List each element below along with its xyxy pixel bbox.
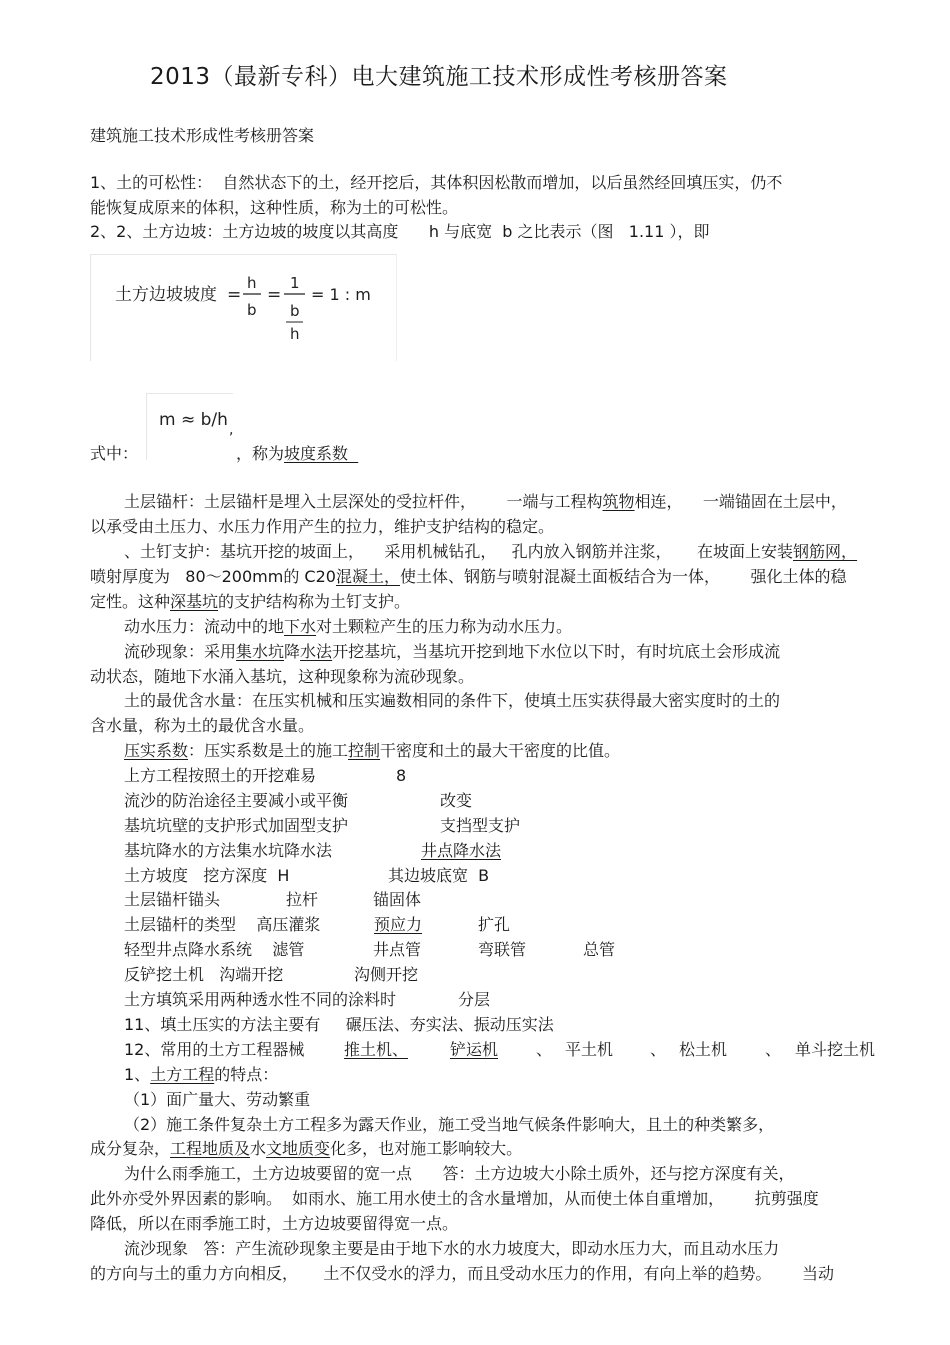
paragraph-line: 1、土的可松性： 自然状态下的土，经开挖后，其体积因松散而增加，以后虽然经回填压实，仍不 (90, 173, 783, 192)
answer-value: 推土机、 (344, 1040, 409, 1059)
paragraph-line: 成分复杂，工程地质及水文地质变化多，也对施工影响较大。 (90, 1139, 523, 1158)
svg-text:=: = (227, 285, 242, 305)
svg-text:b: b (247, 301, 257, 319)
paragraph-line: 动状态，随地下水涌入基坑，这种现象称为流砂现象。 (90, 667, 475, 686)
answer-row: 土层锚杆锚头 (124, 890, 221, 909)
paragraph-line: 1、土方工程的特点： (124, 1065, 279, 1084)
answer-value: 平土机 (565, 1040, 614, 1059)
paragraph-line: 、土钉支护：基坑开挖的坡面上， 采用机械钻孔， 孔内放入钢筋并注浆， 在坡面上安装钢筋网， (124, 542, 858, 561)
answer-value: 单斗挖土机 (795, 1040, 876, 1059)
paragraph-line: （1）面广量大、劳动繁重 (124, 1090, 311, 1109)
answer-value: 扩孔 (478, 915, 511, 934)
paragraph-line: 式中： (90, 444, 139, 463)
svg-text:,: , (229, 422, 234, 438)
answer-value: 拉杆 (286, 890, 319, 909)
svg-text:=: = (267, 285, 282, 305)
answer-row: 11、填土压实的方法主要有 碾压法、夯实法、振动压实法 (124, 1015, 554, 1034)
paragraph-line: ，称为坡度系数 (236, 444, 359, 463)
answer-row: 12、常用的土方工程器械 (124, 1040, 305, 1059)
svg-text:h: h (290, 325, 300, 343)
answer-value: 预应力 (374, 915, 423, 934)
answer-value: 沟侧开挖 (354, 965, 419, 984)
formula-lhs: 土方边坡坡度 (115, 285, 217, 305)
answer-row: 轻型井点降水系统 滤管 (124, 940, 305, 959)
answer-row: 土层锚杆的类型 高压灌浆 (124, 915, 321, 934)
paragraph-line: 2、2、土方边坡：土方边坡的坡度以其高度 h 与底宽 b 之比表示（图 1.11 ），即 (90, 222, 710, 241)
answer-row: 土方填筑采用两种透水性不同的涂料时 (124, 990, 397, 1009)
paragraph-line: 土的最优含水量：在压实机械和压实遍数相同的条件下，使填土压实获得最大密实度时的土的 (124, 691, 781, 710)
svg-text:b: b (290, 302, 300, 320)
paragraph-line: 以承受由土压力、水压力作用产生的拉力，维护支护结构的稳定。 (90, 517, 555, 536)
slope-coefficient-figure (146, 393, 233, 460)
svg-text:= 1 : m: = 1 : m (311, 285, 371, 304)
answer-value: 分层 (458, 990, 491, 1009)
svg-text:1: 1 (290, 274, 300, 292)
answer-value: 弯联管 (478, 940, 527, 959)
document-subtitle: 建筑施工技术形成性考核册答案 (90, 126, 315, 145)
paragraph-line: 流沙现象 答：产生流砂现象主要是由于地下水的水力坡度大，即动水压力大，而且动水压力 (124, 1239, 780, 1258)
paragraph-line: （2）施工条件复杂土方工程多为露天作业，施工受当地气候条件影响大，且土的种类繁多， (124, 1115, 775, 1134)
answer-value: 改变 (440, 791, 473, 810)
separator: 、 (765, 1040, 782, 1059)
answer-value: 锚固体 (373, 890, 422, 909)
answer-row: 反铲挖土机 沟端开挖 (124, 965, 284, 984)
page-title: 2013（最新专科）电大建筑施工技术形成性考核册答案 (150, 64, 728, 90)
answer-row: 上方工程按照土的开挖难易 (124, 766, 317, 785)
answer-row: 流沙的防治途径主要减小或平衡 (124, 791, 349, 810)
paragraph-line: 喷射厚度为 80～200mm的 C20混凝土，使土体、钢筋与喷射混凝土面板结合为一体， 强化土体的稳 (90, 567, 847, 586)
answer-value: 其边坡底宽 B (388, 866, 490, 885)
answer-value: 松土机 (679, 1040, 728, 1059)
answer-value: 井点降水法 (421, 841, 502, 860)
separator: 、 (536, 1040, 553, 1059)
paragraph-line: 此外亦受外界因素的影响。 如雨水、施工用水使土的含水量增加，从而使土体自重增加， 抗剪强度 (90, 1189, 819, 1208)
answer-row: 基坑坑壁的支护形式加固型支护 (124, 816, 349, 835)
paragraph-line: 的方向与土的重力方向相反， 土不仅受水的浮力，而且受动水压力的作用，有向上举的趋势。 当动 (90, 1264, 834, 1283)
slope-formula-figure (90, 254, 397, 361)
svg-text:h: h (247, 274, 257, 292)
answer-value: 井点管 (373, 940, 422, 959)
paragraph-line: 为什么雨季施工，土方边坡要留的宽一点 答：土方边坡大小除土质外，还与挖方深度有关， (124, 1164, 795, 1183)
paragraph-line: 含水量，称为土的最优含水量。 (90, 716, 315, 735)
answer-row: 基坑降水的方法集水坑降水法 (124, 841, 333, 860)
answer-value: 8 (396, 766, 407, 785)
answer-value: 总管 (583, 940, 616, 959)
keyword-podu: 坡度系数 (284, 444, 359, 463)
paragraph-line: 土层锚杆：土层锚杆是埋入土层深处的受拉杆件， 一端与工程构筑物相连， 一端锚固在土层中， (124, 492, 847, 511)
separator: 、 (650, 1040, 667, 1059)
paragraph-line: 流砂现象：采用集水坑降水法开挖基坑，当基坑开挖到地下水位以下时，有时坑底土会形成流 (124, 642, 781, 661)
svg-text:m ≈ b/h: m ≈ b/h (159, 410, 228, 430)
paragraph-line: 定性。这种深基坑的支护结构称为土钉支护。 (90, 592, 411, 611)
answer-value: 支挡型支护 (440, 816, 521, 835)
paragraph-line: 压实系数：压实系数是土的施工控制干密度和土的最大干密度的比值。 (124, 741, 621, 760)
paragraph-line: 降低，所以在雨季施工时，土方边坡要留得宽一点。 (90, 1214, 459, 1233)
paragraph-line: 动水压力：流动中的地下水对土颗粒产生的压力称为动水压力。 (124, 617, 573, 636)
paragraph-line: 能恢复成原来的体积，这种性质，称为土的可松性。 (90, 198, 459, 217)
answer-row: 土方坡度 挖方深度 H (124, 866, 290, 885)
answer-value: 铲运机 (450, 1040, 499, 1059)
